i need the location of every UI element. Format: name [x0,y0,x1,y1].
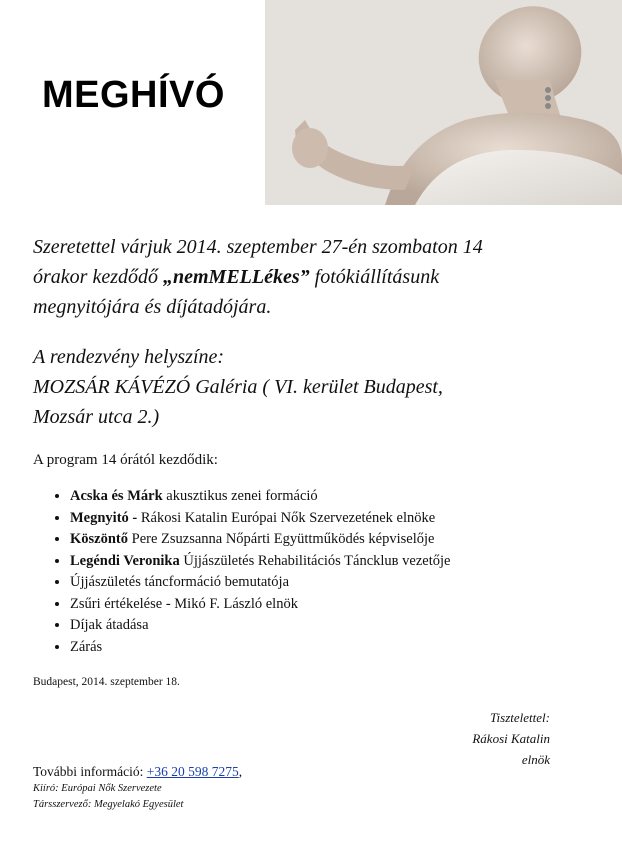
list-item: • Megnyitó - Rákosi Katalin Európai Nők Szervezetének elnöke [70,508,610,530]
venue-section [33,342,593,432]
list-item: • Zsűri értékelése - Mikó F. László elnök [70,594,610,616]
list-item: • Köszöntő Pere Zsuzsanna Nőpárti Együttműködés képviselője [70,529,610,551]
header-photo [265,0,622,205]
exhibition-name: „nemMELLékes” [162,266,310,288]
invitation-text [33,232,593,322]
intro-line-2 [33,262,593,292]
coorganizer-text: Társszervező: Megyelakó Egyesület [33,799,184,810]
venue-line-1: MOZSÁR KÁVÉZÓ Galéria ( VI. kerület Budapest, [33,376,443,398]
page-title: MEGHÍVÓ [42,74,225,116]
signature-block [472,707,550,770]
intro-line-2-post: fotókiállításunk [309,266,440,288]
program-heading: A program 14 órától kezdődik: [33,452,218,468]
contact-label: További információ: [33,764,147,779]
signature-role: elnök [521,752,550,767]
list-item: • Legéndi Veronika Újjászületés Rehabilitációs Tánckluв vezetője [70,551,610,573]
venue-line-2: Mozsár utca 2.) [33,406,160,428]
phone-link[interactable]: +36 20 598 7275 [146,764,239,779]
list-item: • Újjászületés táncformáció bemutatója [70,572,610,594]
program-list [52,486,610,658]
list-item: • Zárás [70,637,610,659]
venue-label: A rendezvény helyszíne: [33,346,225,368]
contact-suffix: , [238,764,243,779]
issuer-text: Kiíró: Európai Nők Szervezete [33,783,162,794]
signature-name: Rákosi Katalin [472,731,550,746]
list-item: • Díjak átadása [70,615,610,637]
portrait-illustration [265,0,622,205]
contact-info [33,764,242,780]
intro-line-1: Szeretettel várjuk 2014. szeptember 27-én szombaton 14 [33,236,483,258]
intro-line-3: megnyitójára és díjátadójára. [33,296,272,318]
intro-line-2-pre: órakor kezdődő [33,266,163,288]
signature-greeting: Tisztelettel: [490,710,550,725]
document-date: Budapest, 2014. szeptember 18. [33,676,180,688]
list-item: • Acska és Márk akusztikus zenei formáció [70,486,610,508]
